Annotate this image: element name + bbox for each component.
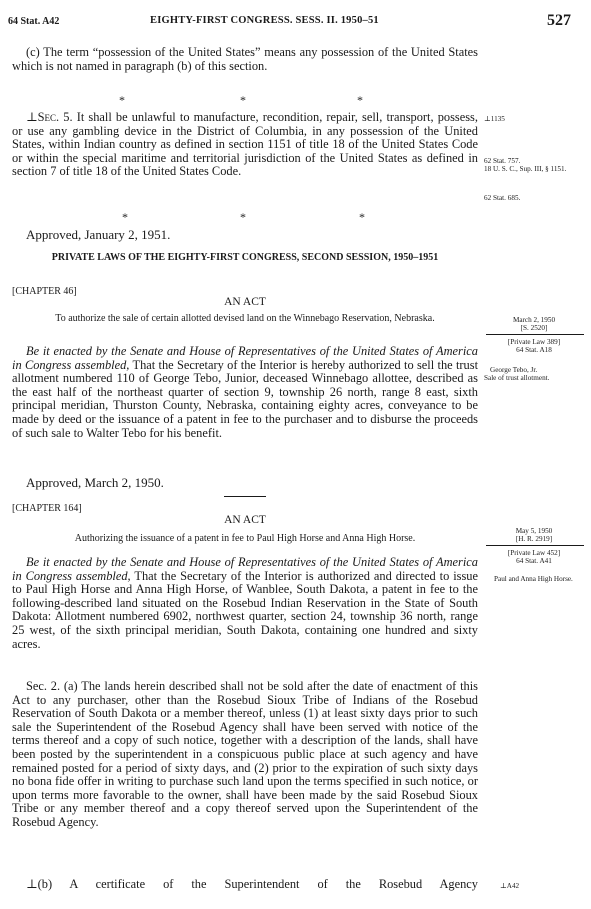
margin-note-bill-2: [H. R. 2919]	[515, 535, 553, 543]
page-break-mark: ⊥	[26, 877, 38, 891]
chapter-46-label: [CHAPTER 46]	[12, 286, 77, 297]
margin-note-bill-1: [S. 2520]	[520, 324, 548, 332]
margin-rule	[486, 334, 584, 335]
margin-note-stat-757: 62 Stat. 757.	[484, 157, 521, 165]
margin-note-high-horse: Paul and Anna High Horse.	[494, 575, 573, 583]
stat-citation: 64 Stat. A42	[8, 16, 60, 27]
star: *	[240, 93, 246, 107]
divider-rule	[224, 496, 266, 497]
section-5-text: It shall be unlawful to manufacture, recondition, repair, sell, transport, possess, or use any gambling device in the District of Columbia, in any possession of the United States, within Indian country as defined in section 1151 of title 18 of the United States Code or within the special maritime and territorial jurisdiction of the United States as defined in section 7 of title 18 of the United States Code.	[12, 110, 478, 179]
star: *	[357, 93, 363, 107]
margin-note-private-law-452: [Private Law 452]	[507, 549, 561, 557]
chapter-46-act-heading: AN ACT	[224, 296, 266, 308]
margin-note-tebo-sale: Sale of trust allotment.	[484, 374, 550, 382]
section-2b-text: (b) A certificate of the Superintendent of the Rosebud Agency	[37, 877, 478, 891]
margin-note-date-1: March 2, 1950	[512, 316, 556, 324]
margin-note-tebo: George Tebo, Jr.	[490, 366, 538, 374]
margin-note-stat-a18: 64 Stat. A18	[516, 346, 552, 354]
section-c-paragraph: (c) The term “possession of the United States” means any possession of the United States which is not named in paragraph (b) of this section.	[12, 45, 478, 73]
private-laws-heading: PRIVATE LAWS OF THE EIGHTY-FIRST CONGRESS, SECOND SESSION, 1950–1951	[51, 252, 439, 263]
margin-note-usc: 18 U. S. C., Sup. III, § 1151.	[484, 165, 567, 173]
page-number: 527	[547, 12, 571, 29]
section-2b-paragraph	[12, 878, 478, 892]
chapter-46-body	[12, 345, 478, 440]
section-5-paragraph	[12, 111, 478, 179]
margin-note-private-law-389: [Private Law 389]	[507, 338, 561, 346]
section-2a-paragraph: Sec. 2. (a) The lands herein described shall not be sold after the date of enactment of this Act to any purchaser, other than the Rosebud Sioux Tribe of Indians of the Rosebud Reservation of South Dakota or a member thereof, unless (1) at least sixty days prior to such sale the Superintendent of the Rosebud Agency shall have been served with notice of the terms thereof and a copy of such notice, together with a description of the lands, shall have been posted by the superintendent in a conspicuous public place at such agency and have remained posted for a period of sixty days, and (2) prior to the expiration of such sixty days no bona fide offer in writing to purchase such land upon the terms specified in such notice, or upon terms more favorable to the owner, shall have been made by the said Rosebud Sioux Tribe or any member thereof and a copy thereof served upon the Superintendent of the Rosebud Agency.	[12, 679, 478, 829]
star: *	[240, 210, 246, 224]
chapter-164-text: That the Secretary of the Interior is authorized and directed to issue to Paul High Horse and Anna High Horse, of Wanblee, South Dakota, a patent in fee to the following-described land situated on the Rosebud Indian Reservation in the State of South Dakota: Allotment numbered 6902, northwest quarter, section 24, township 36 north, range 25 west, of the sixth principal meridian, South Dakota, containing one hundred and sixty acres.	[12, 568, 479, 651]
star: *	[359, 210, 365, 224]
page-break-mark: ⊥	[26, 110, 38, 124]
margin-note-page-mark: ⊥1135	[484, 115, 505, 123]
margin-note-stat-a41: 64 Stat. A41	[516, 557, 552, 565]
chapter-164-label: [CHAPTER 164]	[12, 503, 82, 514]
chapter-46-title: To authorize the sale of certain allotted devised land on the Winnebago Reservation, Nebraska.	[55, 313, 435, 324]
approved-date-2: Approved, March 2, 1950.	[26, 475, 164, 490]
star: *	[119, 93, 125, 107]
chapter-164-act-heading: AN ACT	[224, 514, 266, 526]
enacting-clause: Be it enacted by the Senate and House of Representatives of the United States of America in Congress assembled,	[12, 555, 478, 583]
enacting-clause: Be it enacted by the Senate and House of Representatives of the United States of America in Congress assembled,	[12, 344, 478, 372]
star: *	[122, 210, 128, 224]
margin-note-date-2: May 5, 1950	[515, 527, 553, 535]
margin-note-stat-685: 62 Stat. 685.	[484, 194, 521, 202]
approved-date-1: Approved, January 2, 1951.	[26, 227, 171, 242]
chapter-164-body	[12, 556, 478, 651]
section-5-label: Sec. 5.	[37, 110, 73, 124]
chapter-46-text: That the Secretary of the Interior is hereby authorized to sell the trust allotment numbered 110 of George Tebo, Junior, deceased Winnebago allottee, described as the east half of the northeast quarter of section 9, township 26 north, range 8 east, sixth principal meridian, Thurston County, Nebraska, containing eighty acres, conveyance to be made by deed or the issuance of a patent in fee to the purchaser and to disburse the proceeds of such sale to Walter Tebo for his benefit.	[12, 357, 479, 440]
chapter-164-title: Authorizing the issuance of a patent in fee to Paul High Horse and Anna High Horse.	[74, 533, 416, 544]
margin-note-page-mark-a42: ⊥A42	[500, 882, 520, 890]
margin-rule	[486, 545, 584, 546]
running-title: EIGHTY-FIRST CONGRESS. SESS. II. 1950–51	[150, 15, 379, 26]
